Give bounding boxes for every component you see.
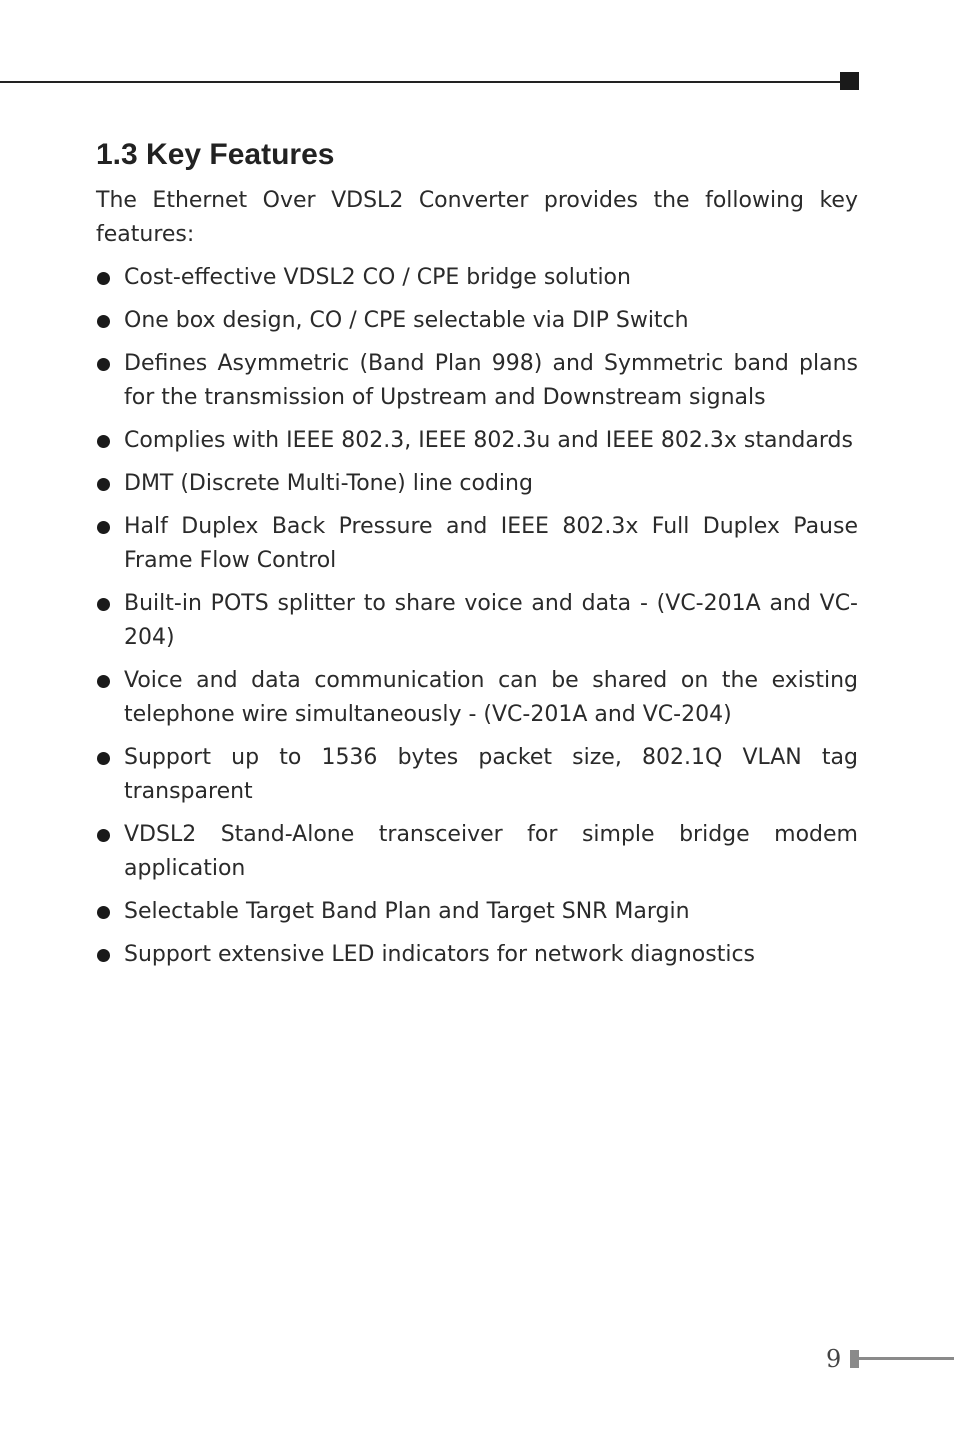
list-item bbox=[96, 895, 858, 929]
header-square-marker bbox=[840, 72, 859, 90]
list-item bbox=[96, 938, 858, 972]
feature-text: DMT (Discrete Multi-Tone) line coding bbox=[124, 471, 533, 496]
footer-rule bbox=[859, 1357, 954, 1360]
feature-text: Support up to 1536 bytes packet size, 802.1Q VLAN tag transparent bbox=[124, 745, 858, 804]
feature-text: Complies with IEEE 802.3, IEEE 802.3u and IEEE 802.3x standards bbox=[124, 428, 853, 453]
bullet-icon bbox=[97, 478, 110, 491]
list-item bbox=[96, 467, 858, 501]
intro-paragraph: The Ethernet Over VDSL2 Converter provides the following key features: bbox=[96, 188, 858, 247]
list-item bbox=[96, 510, 858, 578]
bullet-icon bbox=[97, 752, 110, 765]
page-content bbox=[96, 136, 858, 981]
list-item bbox=[96, 587, 858, 655]
feature-text: One box design, CO / CPE selectable via DIP Switch bbox=[124, 308, 689, 333]
list-item bbox=[96, 741, 858, 809]
feature-text: Voice and data communication can be shared on the existing telephone wire simultaneously - (VC-201A and VC-204) bbox=[124, 668, 858, 727]
bullet-icon bbox=[97, 949, 110, 962]
bullet-icon bbox=[97, 521, 110, 534]
list-item bbox=[96, 304, 858, 338]
header-rule bbox=[0, 81, 842, 83]
section-title: 1.3 Key Features bbox=[96, 138, 335, 171]
list-item bbox=[96, 818, 858, 886]
page-number: 9 bbox=[826, 1345, 842, 1373]
feature-text: Built-in POTS splitter to share voice and data - (VC-201A and VC-204) bbox=[124, 591, 858, 650]
list-item bbox=[96, 424, 858, 458]
list-item bbox=[96, 261, 858, 295]
list-item bbox=[96, 664, 858, 732]
feature-text: Selectable Target Band Plan and Target SNR Margin bbox=[124, 899, 690, 924]
feature-text: Half Duplex Back Pressure and IEEE 802.3x Full Duplex Pause Frame Flow Control bbox=[124, 514, 858, 573]
feature-text: Support extensive LED indicators for network diagnostics bbox=[124, 942, 756, 967]
bullet-icon bbox=[97, 315, 110, 328]
bullet-icon bbox=[97, 906, 110, 919]
footer-marker bbox=[850, 1350, 859, 1368]
bullet-icon bbox=[97, 272, 110, 285]
feature-text: Defines Asymmetric (Band Plan 998) and Symmetric band plans for the transmission of Upstream and Downstream signals bbox=[124, 351, 858, 410]
bullet-icon bbox=[97, 435, 110, 448]
list-item bbox=[96, 347, 858, 415]
feature-list bbox=[96, 261, 858, 972]
feature-text: VDSL2 Stand-Alone transceiver for simple bridge modem application bbox=[124, 822, 858, 881]
feature-text: Cost-effective VDSL2 CO / CPE bridge solution bbox=[124, 265, 631, 290]
bullet-icon bbox=[97, 598, 110, 611]
bullet-icon bbox=[97, 358, 110, 371]
bullet-icon bbox=[97, 675, 110, 688]
bullet-icon bbox=[97, 829, 110, 842]
